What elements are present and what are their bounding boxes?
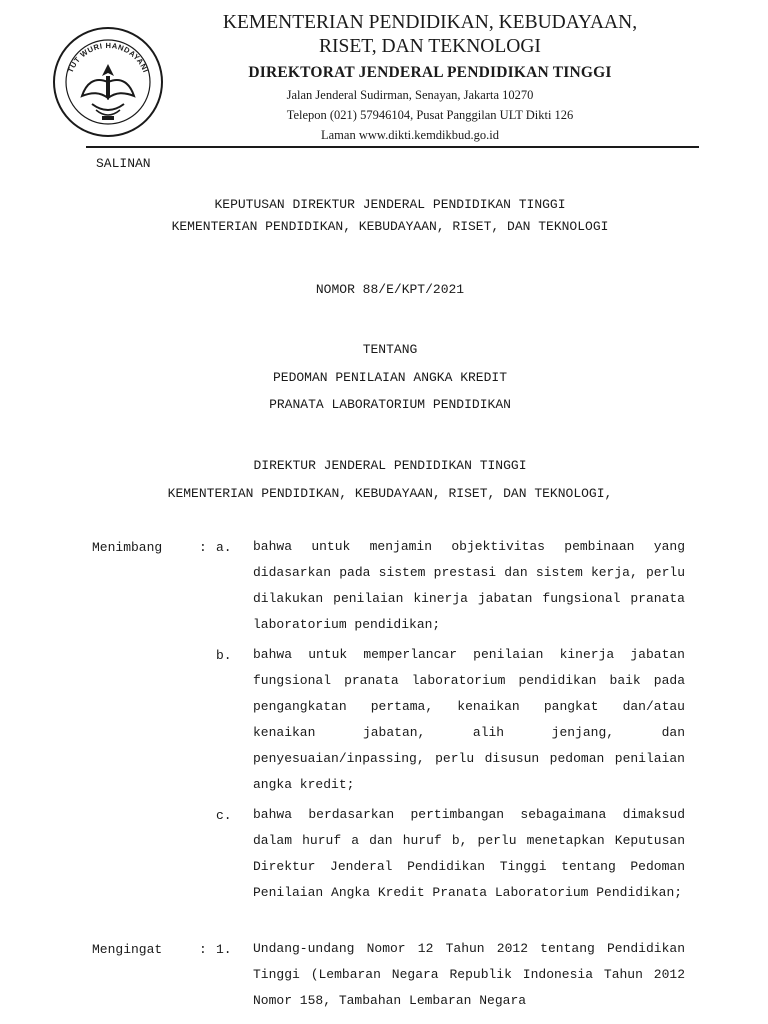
menimbang-item-c: bahwa berdasarkan pertimbangan sebagaimana dimaksud dalam huruf a dan huruf b, perlu menetapkan Keputusan Direktur Jenderal Pendidikan Tinggi tentang Pedoman Penilaian Angka Kredit Pranata Laboratorium Pendidikan; xyxy=(253,807,685,900)
mengingat-item-1: Undang-undang Nomor 12 Tahun 2012 tentang Pendidikan Tinggi (Lembaran Negara Republik Indonesia Tahun 2012 Nomor 158, Tambahan Lembaran Negara xyxy=(253,941,685,1008)
menimbang-marker-b: b. xyxy=(216,648,232,663)
directorate-name: DIREKTORAT JENDERAL PENDIDIKAN TINGGI xyxy=(248,64,612,81)
ministry-name-line-2: RISET, DAN TEKNOLOGI xyxy=(319,36,541,57)
website-line: Laman www.dikti.kemdikbud.go.id xyxy=(321,128,499,142)
letterhead-divider xyxy=(86,146,699,148)
subject-line-1: PEDOMAN PENILAIAN ANGKA KREDIT xyxy=(272,370,508,385)
salinan-label: SALINAN xyxy=(96,156,151,171)
issuer-line-1: DIREKTUR JENDERAL PENDIDIKAN TINGGI xyxy=(253,458,527,473)
subject-line-2: PRANATA LABORATORIUM PENDIDIKAN xyxy=(269,397,511,412)
menimbang-item-b: bahwa untuk memperlancar penilaian kinerja jabatan fungsional pranata laboratorium pendidikan baik pada pengangkatan pertama, kenaikan pangkat dan/atau kenaikan jabatan, alih jenjang, dan penyesuaian/inpassing, perlu disusun pedoman penilaian angka kredit; xyxy=(253,647,685,792)
menimbang-item-a: bahwa untuk menjamin objektivitas pembinaan yang didasarkan pada sistem prestasi dan sistem kerja, perlu dilakukan penilaian kinerja jabatan fungsional pranata laboratorium pendidikan; xyxy=(253,539,685,632)
tentang-heading: TENTANG xyxy=(362,342,418,357)
decree-title-line-2: KEMENTERIAN PENDIDIKAN, KEBUDAYAAN, RISET, DAN TEKNOLOGI xyxy=(171,219,609,234)
menimbang-label: Menimbang xyxy=(92,540,163,555)
menimbang-marker-c: c. xyxy=(216,808,232,823)
svg-text:TUT WURI HANDAYANI: TUT WURI HANDAYANI xyxy=(65,40,151,75)
decree-number: NOMOR 88/E/KPT/2021 xyxy=(315,282,465,297)
mengingat-label: Mengingat xyxy=(92,942,163,957)
tut-wuri-handayani-logo xyxy=(52,26,164,138)
phone-line: Telepon (021) 57946104, Pusat Panggilan ULT Dikti 126 xyxy=(286,108,574,122)
issuer-line-2: KEMENTERIAN PENDIDIKAN, KEBUDAYAAN, RISET, DAN TEKNOLOGI, xyxy=(167,486,613,501)
mengingat-marker-1: 1. xyxy=(216,942,232,957)
mengingat-colon: : xyxy=(199,942,207,957)
address-line: Jalan Jenderal Sudirman, Senayan, Jakarta 10270 xyxy=(286,88,534,102)
ministry-name-line-1: KEMENTERIAN PENDIDIKAN, KEBUDAYAAN, xyxy=(222,12,638,33)
menimbang-marker-a: a. xyxy=(216,540,232,555)
decree-title-line-1: KEPUTUSAN DIREKTUR JENDERAL PENDIDIKAN TINGGI xyxy=(214,197,566,212)
menimbang-colon: : xyxy=(199,540,207,555)
